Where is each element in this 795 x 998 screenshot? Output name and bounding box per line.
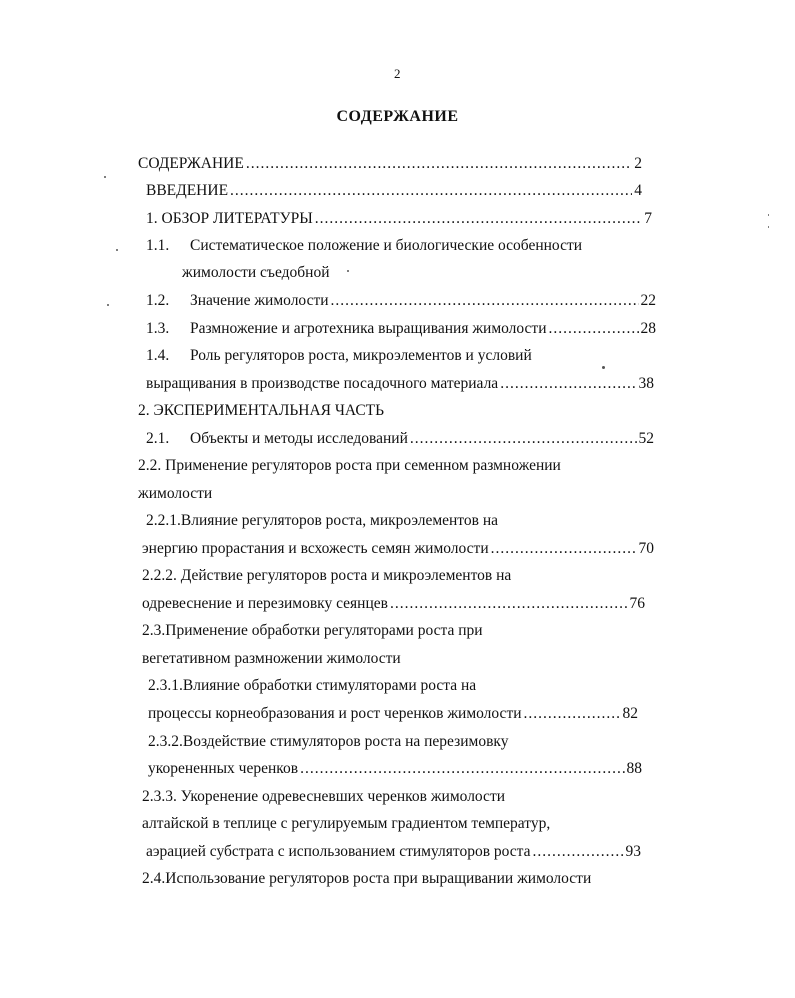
toc-entry-text: укорененных черенков <box>148 760 299 777</box>
toc-entry-text: энергию прорастания и всхожесть семян жимолости <box>142 540 489 557</box>
scan-speck <box>116 249 118 251</box>
toc-entry-number: 1.1. <box>146 237 170 254</box>
scan-speck <box>347 270 349 272</box>
toc-entry-text: 2.3.Применение обработки регуляторами роста при <box>142 622 483 639</box>
leader-dots <box>549 319 639 339</box>
toc-entry-text: процессы корнеобразования и рост черенков жимолости <box>148 705 522 722</box>
toc-entry-literature-review[interactable] <box>146 209 652 229</box>
leader-dots <box>524 704 621 724</box>
leader-dots <box>230 181 632 201</box>
toc-entry-text: 1. ОБЗОР ЛИТЕРАТУРЫ <box>146 210 313 227</box>
toc-entry-text: вегетативном размножении жимолости <box>142 650 401 667</box>
toc-entry-experimental-part[interactable] <box>138 401 384 421</box>
toc-entry-2-3-2[interactable] <box>148 732 508 752</box>
toc-entry-text: 2.3.2.Воздействие стимуляторов роста на перезимовку <box>148 733 509 750</box>
toc-entry-page: 4 <box>634 182 642 199</box>
scan-speck <box>104 176 106 178</box>
toc-entry-text: 2. ЭКСПЕРИМЕНТАЛЬНАЯ ЧАСТЬ <box>138 402 385 419</box>
toc-entry-2-2-1[interactable] <box>146 511 498 531</box>
toc-entry-text: 2.2.2. Действие регуляторов роста и микроэлементов на <box>142 567 512 584</box>
toc-entry-number: 2.1. <box>146 430 170 447</box>
leader-dots <box>300 759 624 779</box>
toc-entry-number: 1.4. <box>146 347 170 364</box>
page-number: 2 <box>394 66 401 81</box>
toc-entry-1-4-continued[interactable] <box>146 374 654 394</box>
toc-entry-1-1-continued <box>182 263 330 283</box>
toc-entry-2-2-2-continued[interactable] <box>142 594 645 614</box>
scan-speck <box>768 214 769 216</box>
toc-entry-1-4[interactable] <box>146 346 532 366</box>
toc-entry-2-3[interactable] <box>142 621 483 641</box>
toc-entry-text: аэрацией субстрата с использованием стимуляторов роста <box>146 843 531 860</box>
toc-entry-page: 70 <box>638 540 654 557</box>
toc-entry-text: одревеснение и перезимовку сеянцев <box>142 595 388 612</box>
toc-entry-2-3-continued <box>142 649 401 669</box>
toc-entry-2-3-2-continued[interactable] <box>148 759 642 779</box>
toc-entry-2-1[interactable] <box>146 429 654 449</box>
leader-dots <box>500 374 636 394</box>
toc-entry-text: 2.2.1.Влияние регуляторов роста, микроэлементов на <box>146 512 498 529</box>
toc-entry-text: ВВЕДЕНИЕ <box>146 182 229 199</box>
toc-entry-2-3-3[interactable] <box>142 787 505 807</box>
toc-entry-page: 7 <box>644 210 652 227</box>
toc-entry-page: 22 <box>640 292 656 309</box>
leader-dots <box>246 154 632 174</box>
toc-entry-text: 2.4.Использование регуляторов роста при выращивании жимолости <box>142 870 592 887</box>
toc-entry-2-3-3-continued <box>142 814 550 834</box>
toc-entry-text: Объекты и методы исследований <box>190 430 408 447</box>
scan-speck <box>107 304 109 306</box>
toc-entry-2-2-continued <box>138 484 212 504</box>
toc-entry-page: 88 <box>626 760 642 777</box>
toc-entry-1-3[interactable] <box>146 319 656 339</box>
toc-entry-2-3-3-continued-2[interactable] <box>146 842 641 862</box>
toc-entry-text: 2.3.3. Укоренение одревесневших черенков жимолости <box>142 788 506 805</box>
toc-entry-page: 82 <box>622 705 638 722</box>
toc-entry-text: Значение жимолости <box>190 292 329 309</box>
toc-entry-2-2-2[interactable] <box>142 566 511 586</box>
toc-entry-page: 38 <box>638 375 654 392</box>
toc-entry-page: 28 <box>640 320 656 337</box>
toc-entry-2-2-1-continued[interactable] <box>142 539 654 559</box>
scan-speck <box>768 226 769 228</box>
page-title: СОДЕРЖАНИЕ <box>336 108 459 125</box>
toc-entry-text: 2.3.1.Влияние обработки стимуляторами роста на <box>148 677 477 694</box>
toc-entry-text: алтайской в теплице с регулируемым градиентом температур, <box>142 815 551 832</box>
toc-entry-number: 1.2. <box>146 292 170 309</box>
leader-dots <box>331 291 639 311</box>
toc-entry-text: выращивания в производстве посадочного материала <box>146 375 499 392</box>
toc-entry-introduction[interactable] <box>146 181 642 201</box>
toc-entry-text: Размножение и агротехника выращивания жимолости <box>190 320 547 337</box>
toc-entry-page: 93 <box>625 843 641 860</box>
toc-entry-1-1[interactable] <box>146 236 582 256</box>
toc-entry-page: 52 <box>638 430 654 447</box>
toc-entry-number: 1.3. <box>146 320 170 337</box>
scan-speck <box>602 366 605 369</box>
toc-entry-contents[interactable] <box>138 154 642 174</box>
toc-entry-text: СОДЕРЖАНИЕ <box>138 155 244 172</box>
toc-entry-text: Роль регуляторов роста, микроэлементов и условий <box>190 347 532 364</box>
toc-entry-page: 2 <box>634 155 642 172</box>
toc-entry-text: Систематическое положение и биологические особенности <box>190 237 583 254</box>
toc-entry-2-2[interactable] <box>138 456 561 476</box>
leader-dots <box>410 429 637 449</box>
leader-dots <box>533 842 624 862</box>
toc-entry-text: жимолости съедобной <box>182 264 330 281</box>
leader-dots <box>315 209 643 229</box>
toc-entry-1-2[interactable] <box>146 291 656 311</box>
leader-dots <box>390 594 628 614</box>
toc-entry-2-4[interactable] <box>142 869 591 889</box>
toc-entry-2-3-1-continued[interactable] <box>148 704 638 724</box>
leader-dots <box>491 539 637 559</box>
toc-entry-page: 76 <box>629 595 645 612</box>
toc-entry-text: жимолости <box>138 485 213 502</box>
toc-entry-2-3-1[interactable] <box>148 676 476 696</box>
toc-entry-text: 2.2. Применение регуляторов роста при семенном размножении <box>138 457 561 474</box>
